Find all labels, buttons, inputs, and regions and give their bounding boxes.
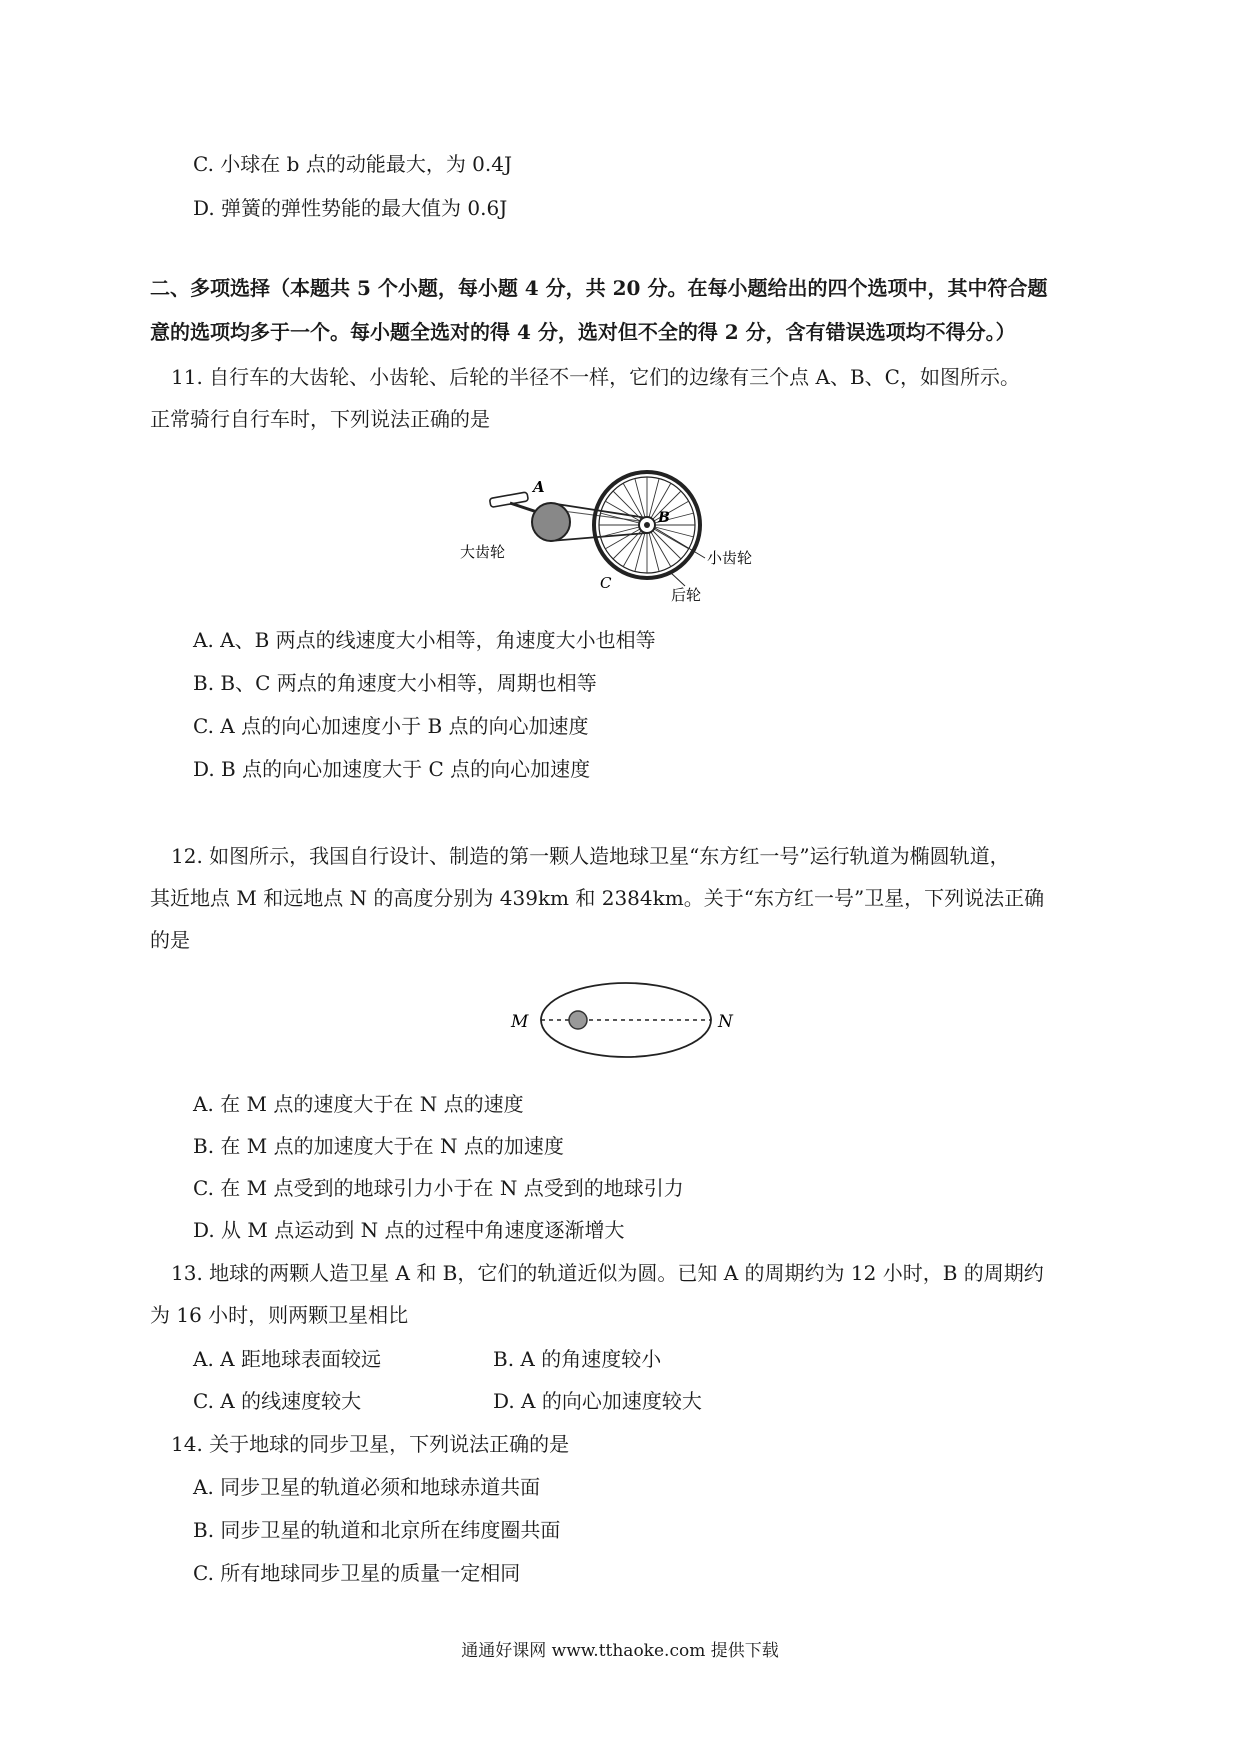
q14-option-b: B. 同步卫星的轨道和北京所在纬度圈共面 <box>193 1518 561 1542</box>
q12-option-d: D. 从 M 点运动到 N 点的过程中角速度逐渐增大 <box>193 1218 625 1242</box>
q10-option-c: C. 小球在 b 点的动能最大，为 0.4J <box>193 152 513 176</box>
q13-option-a: A. A 距地球表面较远 <box>193 1347 381 1371</box>
q11-option-a: A. A、B 两点的线速度大小相等，角速度大小也相等 <box>193 628 656 652</box>
q11-option-d: D. B 点的向心加速度大于 C 点的向心加速度 <box>193 757 591 781</box>
earth <box>569 1011 587 1029</box>
q11-option-c: C. A 点的向心加速度小于 B 点的向心加速度 <box>193 714 589 738</box>
q13-option-d: D. A 的向心加速度较大 <box>493 1389 702 1413</box>
page-footer: 通通好课网 www.tthaoke.com 提供下载 <box>461 1641 779 1661</box>
label-small-gear: 小齿轮 <box>707 549 753 567</box>
q12-option-c: C. 在 M 点受到的地球引力小于在 N 点受到的地球引力 <box>193 1176 684 1200</box>
q10-option-d: D. 弹簧的弹性势能的最大值为 0.6J <box>193 196 508 220</box>
q14-option-c: C. 所有地球同步卫星的质量一定相同 <box>193 1561 521 1585</box>
q11-stem-line1: 11. 自行车的大齿轮、小齿轮、后轮的半径不一样，它们的边缘有三个点 A、B、C，如图所示。 <box>171 365 1020 389</box>
q14-stem: 14. 关于地球的同步卫星，下列说法正确的是 <box>171 1432 570 1456</box>
q13-option-b: B. A 的角速度较小 <box>493 1347 662 1371</box>
label-m: M <box>511 1012 529 1032</box>
label-a: A <box>533 478 545 496</box>
section-heading-line1: 二、多项选择（本题共 5 个小题，每小题 4 分，共 20 分。在每小题给出的四个选项中，其中符合题 <box>150 276 1048 300</box>
big-gear <box>532 503 570 541</box>
satellite-orbit-figure <box>505 980 735 1060</box>
q13-stem-line1: 13. 地球的两颗人造卫星 A 和 B，它们的轨道近似为圆。已知 A 的周期约为 12 小时，B 的周期约 <box>171 1261 1044 1285</box>
q12-option-b: B. 在 M 点的加速度大于在 N 点的加速度 <box>193 1134 564 1158</box>
q12-stem-line1: 12. 如图所示，我国自行设计、制造的第一颗人造地球卫星“东方红一号”运行轨道为椭圆轨道， <box>171 844 1010 868</box>
label-rear-wheel: 后轮 <box>671 586 702 604</box>
q11-option-b: B. B、C 两点的角速度大小相等，周期也相等 <box>193 671 597 695</box>
label-c: C <box>600 574 612 592</box>
label-b: B <box>658 510 670 526</box>
q14-option-a: A. 同步卫星的轨道必须和地球赤道共面 <box>193 1475 541 1499</box>
label-big-gear: 大齿轮 <box>460 543 506 561</box>
q13-option-c: C. A 的线速度较大 <box>193 1389 362 1413</box>
q12-stem-line2: 其近地点 M 和远地点 N 的高度分别为 439km 和 2384km。关于“东方红一号”卫星，下列说法正确 <box>150 886 1045 910</box>
q11-stem-line2: 正常骑行自行车时，下列说法正确的是 <box>150 407 490 431</box>
q13-stem-line2: 为 16 小时，则两颗卫星相比 <box>150 1303 409 1327</box>
q12-option-a: A. 在 M 点的速度大于在 N 点的速度 <box>193 1092 524 1116</box>
label-n: N <box>718 1012 733 1032</box>
section-heading-line2: 意的选项均多于一个。每小题全选对的得 4 分，选对但不全的得 2 分，含有错误选项均不得分。） <box>150 320 1016 344</box>
q12-stem-line3: 的是 <box>150 928 190 952</box>
bicycle-gear-figure <box>455 470 795 605</box>
